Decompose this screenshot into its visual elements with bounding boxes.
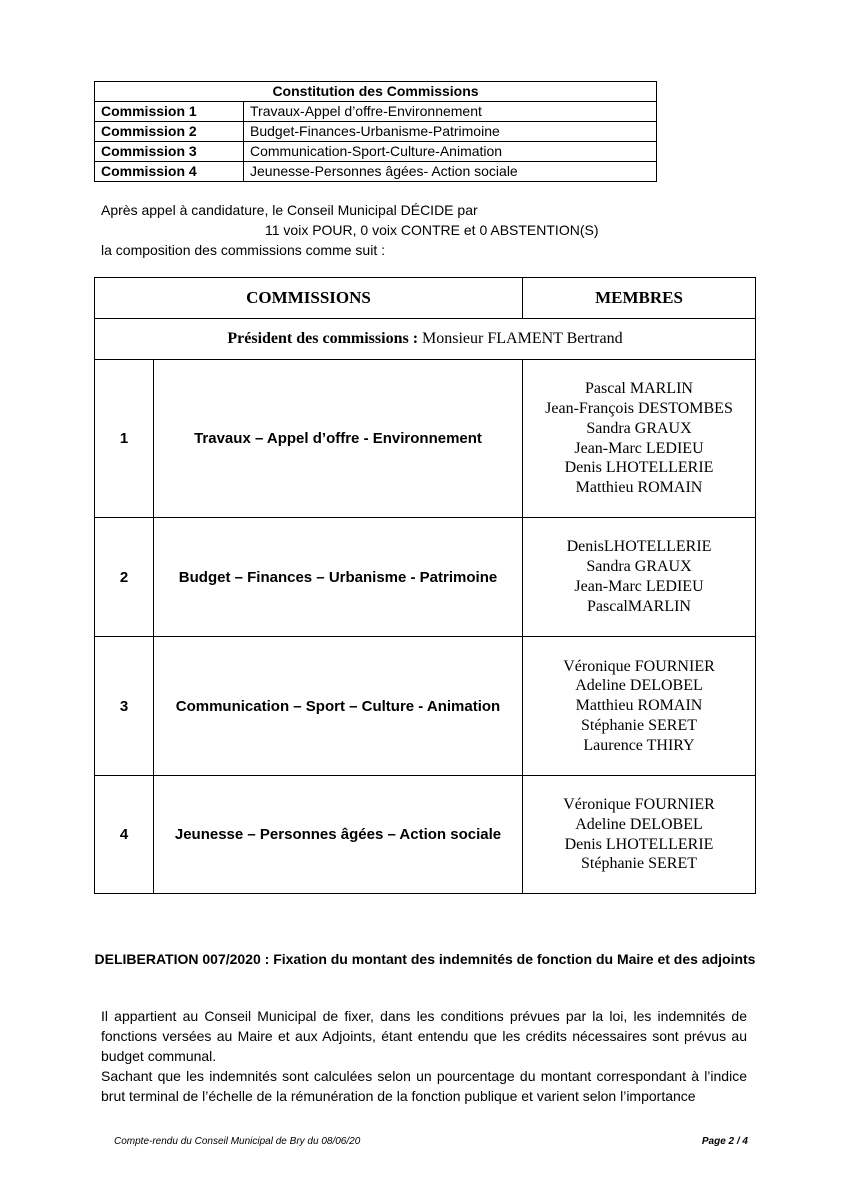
- member-name: Véronique FOURNIER: [563, 795, 715, 813]
- commission-name: Travaux – Appel d’offre - Environnement: [154, 360, 523, 518]
- table-row: [95, 776, 756, 894]
- table-row: [95, 102, 657, 122]
- vote-result: 11 voix POUR, 0 voix CONTRE et 0 ABSTENTION(S): [265, 222, 599, 238]
- table-row: [95, 637, 756, 776]
- table-row: [95, 518, 756, 637]
- intro-line: la composition des commissions comme suit :: [101, 242, 385, 258]
- member-name: Stéphanie SERET: [581, 716, 697, 734]
- commission-label: Commission 3: [95, 142, 244, 162]
- member-name: Denis LHOTELLERIE: [564, 835, 714, 853]
- page-number: Page 2 / 4: [701, 1136, 748, 1147]
- commission-number: 1: [95, 360, 154, 518]
- paragraph: Il appartient au Conseil Municipal de fixer, dans les conditions prévues par la loi, les indemnités de fonctions versées au Maire et aux Adjoints, étant entendu que les crédits nécessaires sont prévus au budget communal.: [101, 1008, 747, 1064]
- footer-title: Compte-rendu du Conseil Municipal de Bry du 08/06/20: [114, 1136, 361, 1147]
- president-label: Président des commissions :: [227, 330, 419, 347]
- members-list: [523, 518, 756, 637]
- commission-number: 4: [95, 776, 154, 894]
- intro-line: Après appel à candidature, le Conseil Municipal DÉCIDE par: [101, 202, 478, 218]
- commission-name: Budget – Finances – Urbanisme - Patrimoine: [154, 518, 523, 637]
- commission-value: Communication-Sport-Culture-Animation: [244, 142, 657, 162]
- member-name: Laurence THIRY: [583, 736, 695, 754]
- commission-label: Commission 2: [95, 122, 244, 142]
- commission-name: Communication – Sport – Culture - Animation: [154, 637, 523, 776]
- member-name: Denis LHOTELLERIE: [564, 459, 714, 477]
- deliberation-title: DELIBERATION 007/2020 : Fixation du montant des indemnités de fonction du Maire et des adjoints: [94, 951, 756, 967]
- member-name: Véronique FOURNIER: [563, 657, 715, 675]
- commission-value: Jeunesse-Personnes âgées- Action sociale: [244, 162, 657, 182]
- deliberation-body: [101, 1006, 747, 1106]
- president-name: Monsieur FLAMENT Bertrand: [418, 330, 623, 347]
- member-name: Jean-Marc LEDIEU: [574, 439, 704, 457]
- commission-number: 2: [95, 518, 154, 637]
- constitution-table: [94, 81, 657, 182]
- president-row: [95, 319, 756, 360]
- paragraph: Sachant que les indemnités sont calculées selon un pourcentage du montant correspondant à l’indice brut terminal de l’échelle de la rémunération de la fonction publique et varient selon l’importance: [101, 1068, 747, 1104]
- member-name: Matthieu ROMAIN: [575, 697, 703, 715]
- table-row: [95, 162, 657, 182]
- constitution-title: Constitution des Commissions: [95, 82, 657, 102]
- commission-label: Commission 1: [95, 102, 244, 122]
- intro-text: [101, 200, 598, 260]
- commission-name: Jeunesse – Personnes âgées – Action sociale: [154, 776, 523, 894]
- members-list: [523, 776, 756, 894]
- member-name: Stéphanie SERET: [581, 855, 697, 873]
- member-name: Sandra GRAUX: [586, 419, 692, 437]
- member-name: DenisLHOTELLERIE: [566, 538, 712, 556]
- members-list: [523, 637, 756, 776]
- header-membres: MEMBRES: [523, 278, 756, 319]
- commission-value: Budget-Finances-Urbanisme-Patrimoine: [244, 122, 657, 142]
- member-name: Jean-Marc LEDIEU: [574, 578, 704, 595]
- header-commissions: COMMISSIONS: [95, 278, 523, 319]
- member-name: Sandra GRAUX: [586, 558, 692, 576]
- members-list: [523, 360, 756, 518]
- member-name: Adeline DELOBEL: [575, 815, 703, 833]
- commission-number: 3: [95, 637, 154, 776]
- member-name: PascalMARLIN: [587, 597, 691, 615]
- table-row: [95, 360, 756, 518]
- member-name: Matthieu ROMAIN: [575, 479, 703, 497]
- commission-label: Commission 4: [95, 162, 244, 182]
- table-row: [95, 142, 657, 162]
- member-name: Adeline DELOBEL: [575, 677, 703, 695]
- table-row: [95, 122, 657, 142]
- member-name: Pascal MARLIN: [585, 380, 693, 398]
- commission-value: Travaux-Appel d’offre-Environnement: [244, 102, 657, 122]
- commissions-table: [94, 277, 756, 894]
- member-name: Jean-François DESTOMBES: [545, 399, 733, 417]
